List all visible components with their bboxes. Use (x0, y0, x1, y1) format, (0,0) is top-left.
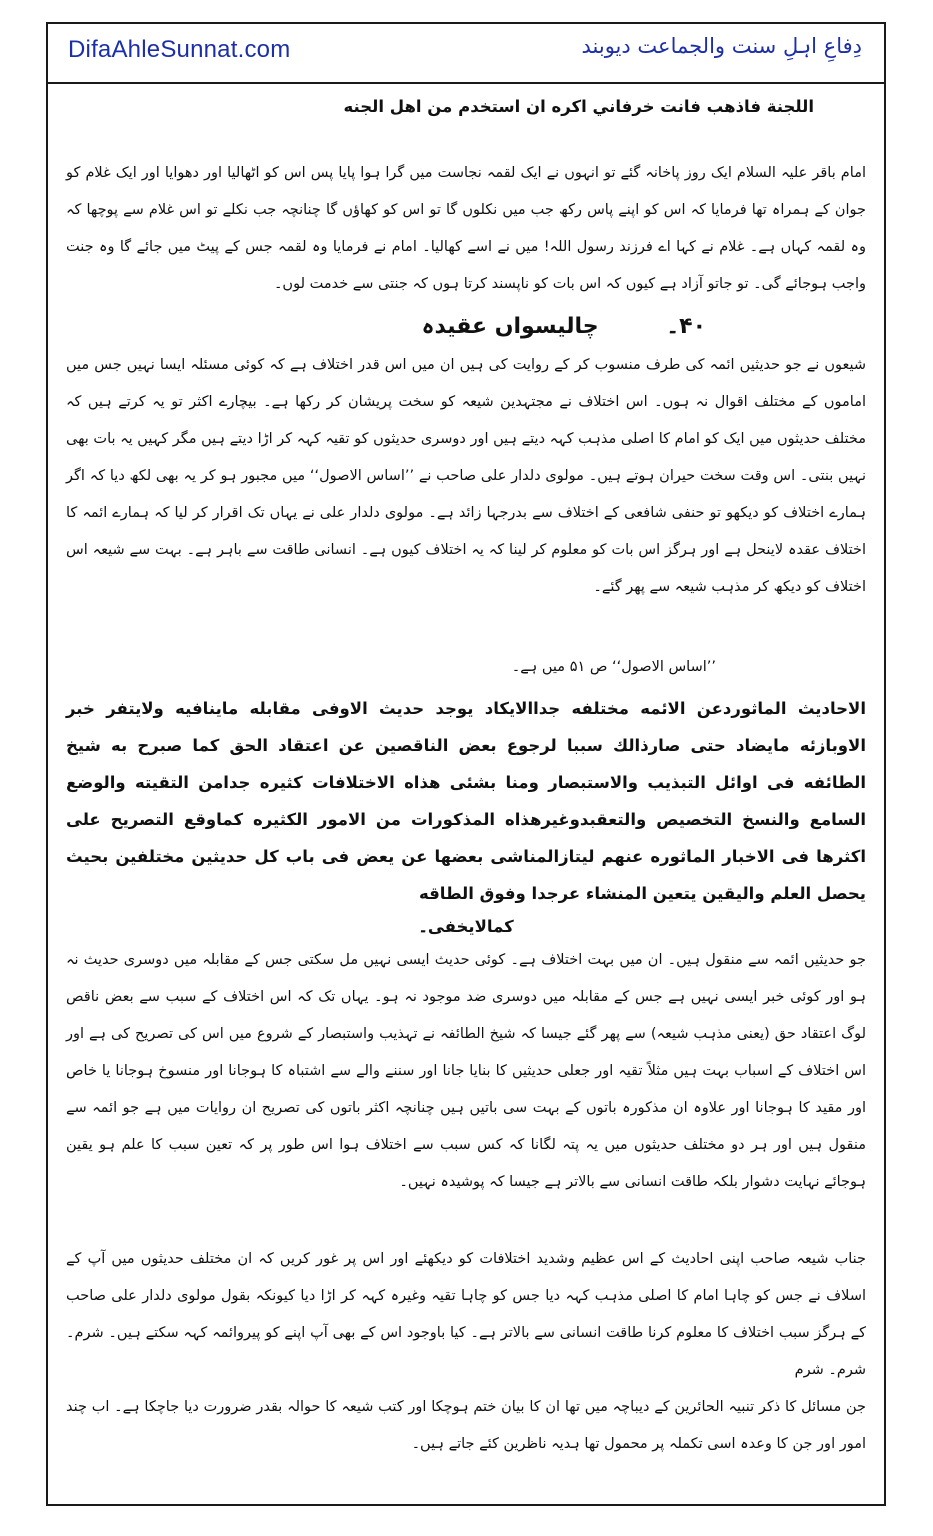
urdu-paragraph-3: جو حدیثیں ائمہ سے منقول ہیں۔ ان میں بہت اختلاف ہے۔ کوئی حدیث ایسی نہیں مل سکتی جس کے مقابلہ میں دوسری حدیث نہ ہو اور کوئی خبر ایسی نہیں ہے جس کے مقابلہ میں دوسری ضد موجود نہ ہو۔ یہاں تک کہ اس اختلاف کے سبب سے بعض ناقص لوگ اعتقاد حق (یعنی مذہب شیعہ) سے پھر گئے جیسا کہ شیخ الطائفہ نے تہذیب واستبصار کے شروع میں اس کی تصریح کی ہے اور اس اختلاف کے اسباب بہت ہیں مثلاً تقیہ اور جعلی حدیثیں کا بنایا جانا اور سننے والے سے اشتباہ کا ہوجانا اور منسوخ ہوجانا یا خاص اور مقید کا ہوجانا اور علاوہ ان مذکورہ باتوں کے بہت سی باتیں ہیں چنانچہ اکثر باتوں کی تصریح ان روایات میں ہے جو ائمہ سے منقول ہیں اور ہر دو مختلف حدیثوں میں یہ پتہ لگانا کہ کس سبب سے اختلاف ہوا اس طور پر کہ تعین سبب کا علم ہو یقین ہوجائے نہایت دشوار بلکہ طاقت انسانی سے بالاتر ہے جیسا کہ پوشیدہ نہیں۔ (66, 952, 866, 1190)
arabic-quote-end: كمالايخفى۔ (418, 917, 514, 936)
site-name[interactable]: DifaAhleSunnat.com (68, 36, 291, 63)
brand-title: دِفاعِ اہلِ سنت والجماعت دیوبند (581, 34, 862, 58)
urdu-paragraph-1: امام باقر علیہ السلام ایک روز پاخانہ گئے تو انہوں نے ایک لقمہ نجاست میں گرا ہوا پایا پس اس کو اٹھالیا اور دھوایا اور ایک غلام کو جوان کے ہمراہ تھا فرمایا کہ اس کو اپنے پاس رکھ جب میں نکلوں گا تو اس کو کھاؤں گا چنانچہ جب نکلے تو اس غلام سے پوچھا کہ وہ لقمہ کہاں ہے۔ غلام نے کہا اے فرزند رسول اللہ! میں نے اسے کھالیا۔ امام نے فرمایا وہ لقمہ جس کے پیٹ میں جائے گا وہ جنت واجب ہوجائے گی۔ تو جاتو آزاد ہے کیوں کہ اس بات کو ناپسند کرتا ہوں کہ جنتی سے خدمت لوں۔ (66, 165, 866, 292)
urdu-paragraph-5: جن مسائل کا ذکر تنبیہ الحائرین کے دیباچہ میں تھا ان کا بیان ختم ہوچکا اور کتب شیعہ کا حوالہ بقدر ضرورت دیا جاچکا ہے۔ اب چند امور اور جن کا وعدہ اسی تکملہ پر محمول تھا ہدیہ ناظرین کئے جاتے ہیں۔ (66, 1399, 866, 1452)
urdu-paragraph-4: جناب شیعہ صاحب اپنی احادیث کے اس عظیم وشدید اختلافات کو دیکھئے اور اس پر غور کریں کہ ان مختلف حدیثوں میں آپ کے اسلاف نے جس کو چاہا امام کا اصلی مذہب کہہ دیا جس کو چاہا تقیہ وغیرہ کہہ کر اڑا دیا کیونکہ بقول مولوی دلدار علی صاحب کے ہرگز سبب اختلاف کا معلوم کرنا طاقت انسانی سے بالاتر ہے۔ کیا باوجود اس کے بھی آپ اپنے کو پیروائمہ کہہ سکتے ہیں۔ شرم۔ شرم۔ شرم (66, 1251, 866, 1378)
reference-line: ’’اساس الاصول‘‘ ص ۵۱ میں ہے۔ (511, 659, 716, 675)
urdu-paragraph-2: شیعوں نے جو حدیثیں ائمہ کی طرف منسوب کر کے روایت کی ہیں ان میں اس قدر اختلاف ہے کہ کوئی مسئلہ ایسا نہیں جس میں اماموں کے مختلف اقوال نہ ہوں۔ اس اختلاف نے مجتہدین شیعہ کو سخت پریشان کر رکھا ہے۔ بیچارے اکثر تو یہ کرتے ہیں کہ مختلف حدیثوں میں ایک کو امام کا اصلی مذہب کہہ دیتے ہیں اور دوسری حدیثوں کو تقیہ کہہ کر اڑا دیتے ہیں مگر کہیں یہ بات بھی نہیں بنتی۔ اس وقت سخت حیران ہوتے ہیں۔ مولوی دلدار علی صاحب نے ’’اساس الاصول‘‘ میں مجبور ہو کر یہ بھی لکھ دیا کہ اگر ہمارے اختلاف کو دیکھو تو حنفی شافعی کے اختلاف سے بدرجہا زائد ہے۔ مولوی دلدار علی نے یہاں تک اقرار کر لیا کہ ہمارے ائمہ کا اختلاف عقدہ لاینحل ہے اور ہرگز اس بات کو معلوم کر لینا کہ یہ اختلاف کیوں ہے۔ انسانی طاقت سے باہر ہے۔ بہت سے شیعہ اس اختلاف کو دیکھ کر مذہب شیعہ سے پھر گئے۔ (66, 357, 866, 595)
arabic-line-1: اللجنة فاذهب فانت خرفاني اكره ان استخدم من اهل الجنه (343, 97, 814, 116)
arabic-quote: الاحاديث الماثوردعن الائمه مختلفه جداالايكاد يوجد حديث الاوفى مقابله ماينافيه ولايتفر خبر الاوبازئه مايضاد حتى صارذالك سببا لرجوع بعض الناقصين عن اعتقاد الحق كما صبرح به شيخ الطائفه فى اوائل التبذيب والاستبصار ومنا بشئى هذاه الاختلافات كثيره جدامن التقيته والوضع السامع والنسخ التخصيص والتعقبدوغيرهذاه المذكورات من الامور الكثيره كماوقع التصريح على اكثرها فى الاخبار الماثوره عنهم ليتازالمناشى بعضها عن يعض فى باب كل حديثين مختلفين بحيث يحصل العلم واليقين يتعين المنشاء عرجدا وفوق الطاقه (66, 699, 866, 903)
page-header (46, 22, 886, 84)
heading-number: ۴۰۔ (666, 314, 706, 339)
heading-title: چالیسواں عقیدہ (421, 314, 599, 339)
section-heading (66, 307, 866, 347)
page-content (66, 84, 866, 1463)
